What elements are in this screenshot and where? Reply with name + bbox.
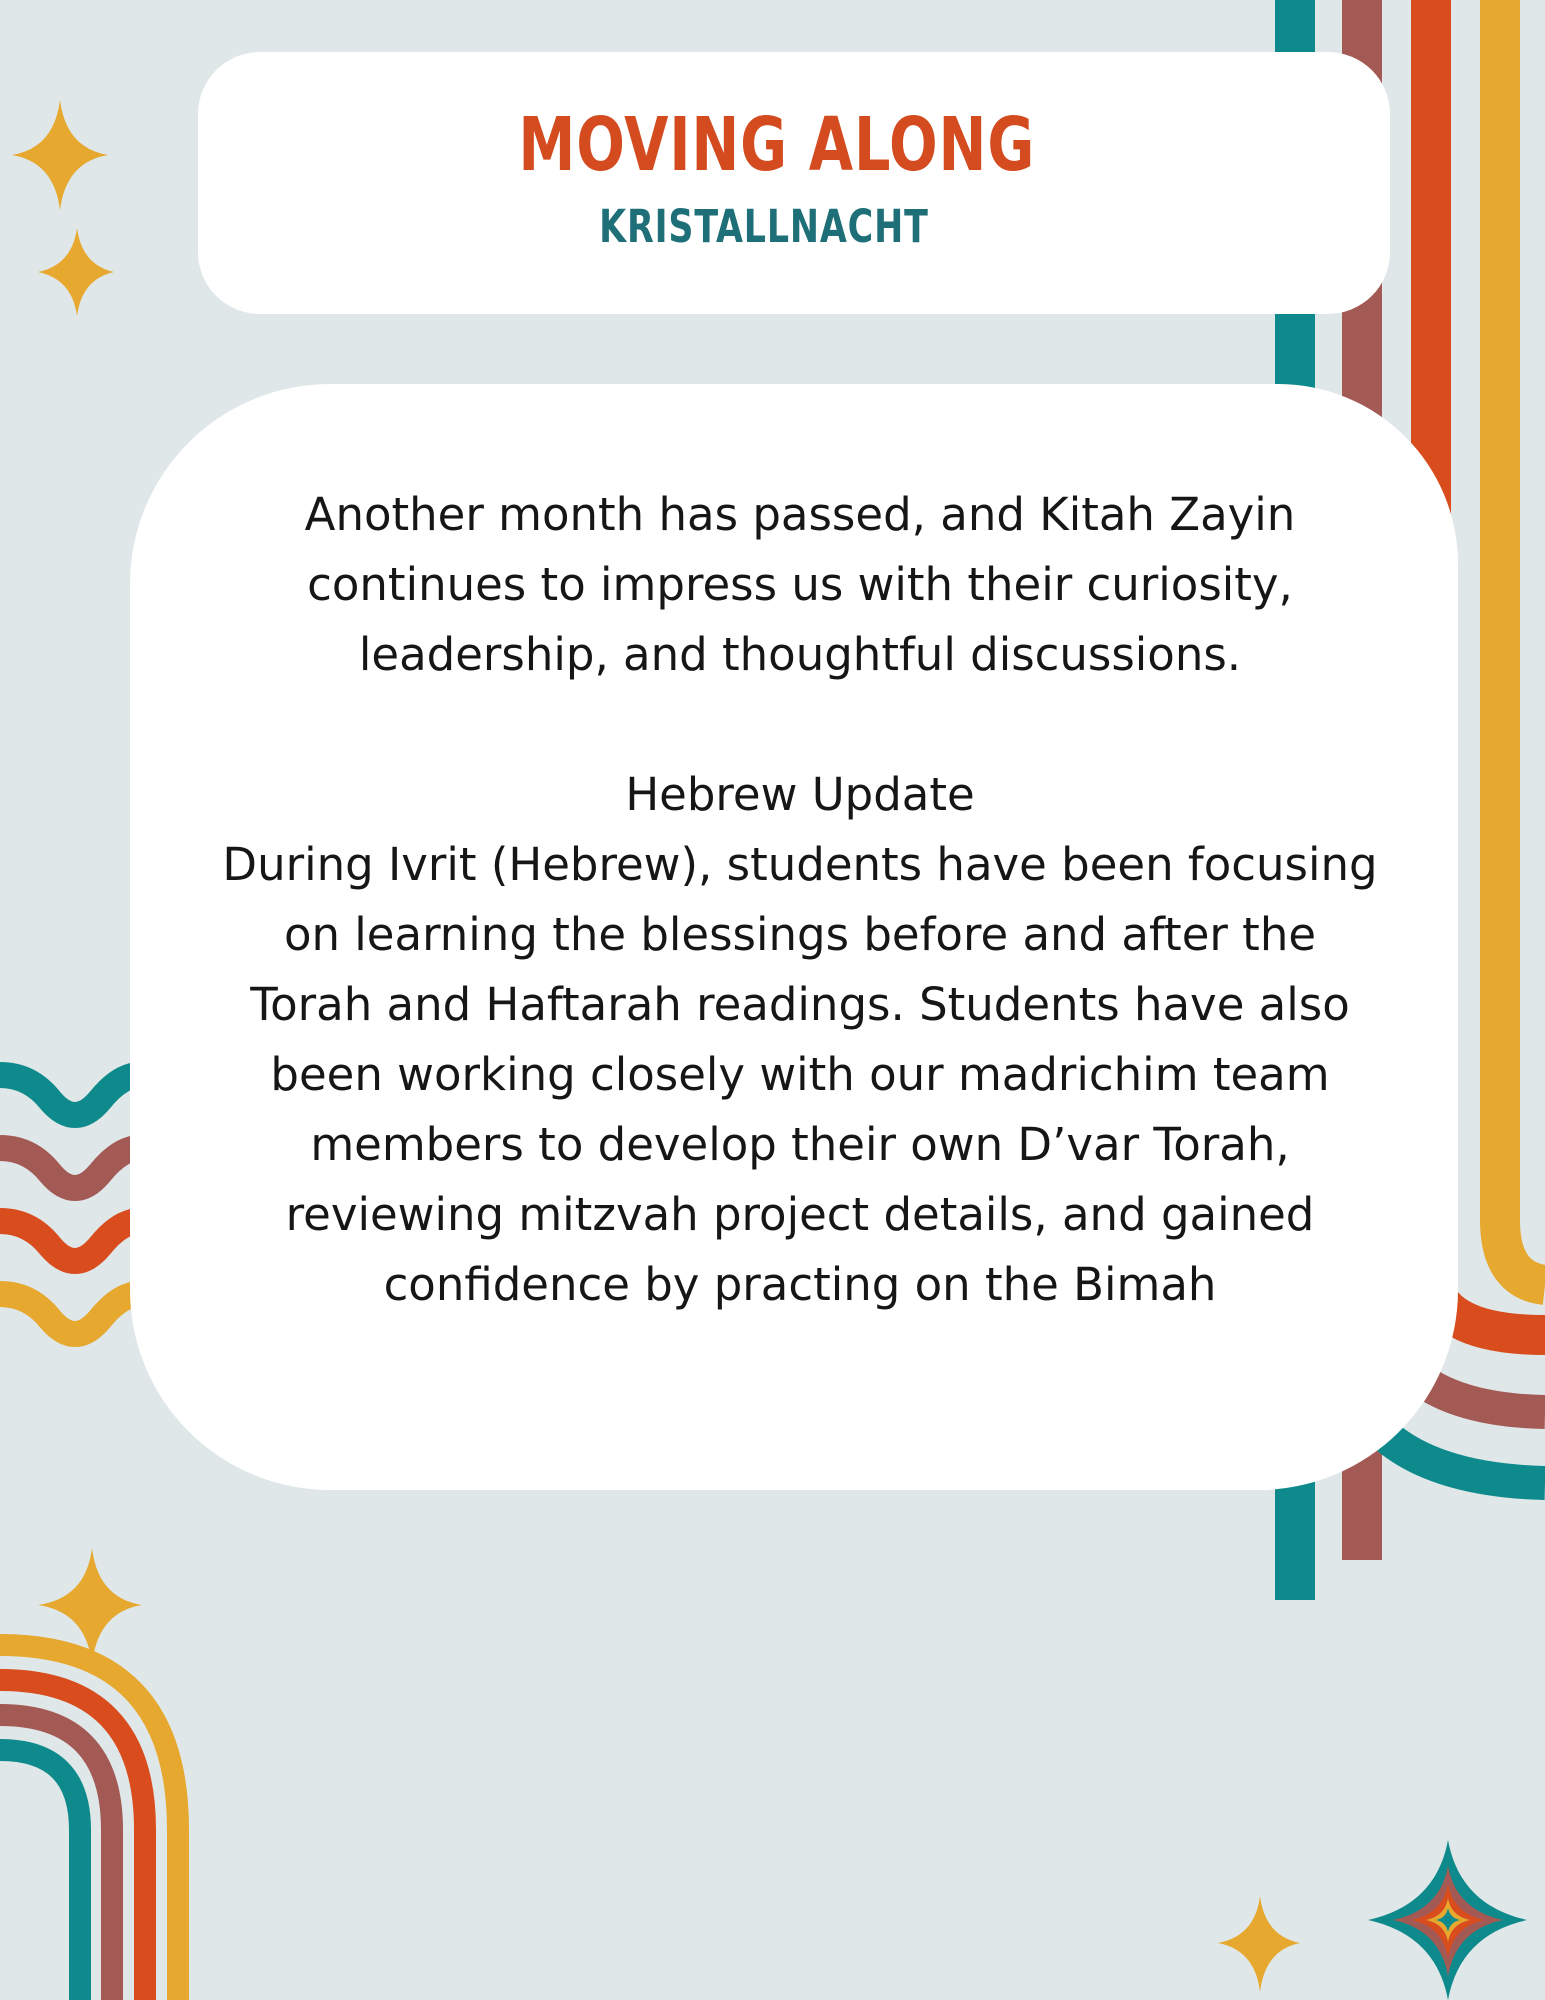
bottom-left-rainbow — [0, 1645, 178, 2000]
intro-paragraph — [170, 480, 1430, 690]
section-heading: Hebrew Update — [625, 768, 975, 821]
section-line: reviewing mitzvah project details, and gained — [285, 1188, 1315, 1241]
sparkle-icon — [12, 100, 108, 210]
hebrew-update-section — [170, 760, 1430, 1320]
multicolor-star-icon — [1368, 1840, 1527, 2000]
intro-line: Another month has passed, and Kitah Zayin — [304, 488, 1296, 541]
section-line: on learning the blessings before and after the — [283, 908, 1317, 961]
section-line: Torah and Haftarah readings. Students have also — [250, 978, 1350, 1031]
sparkle-icon — [1218, 1896, 1300, 1992]
intro-line: continues to impress us with their curiosity, — [307, 558, 1293, 611]
left-waves — [0, 1075, 140, 1334]
section-line: been working closely with our madrichim team — [270, 1048, 1330, 1101]
section-line: members to develop their own D’var Torah, — [310, 1118, 1290, 1171]
intro-line: leadership, and thoughtful discussions. — [358, 628, 1242, 681]
section-line: confidence by practing on the Bimah — [383, 1258, 1217, 1311]
sparkle-icon — [38, 228, 114, 316]
page-subtitle: KRISTALLNACHT — [599, 200, 929, 253]
section-line: During Ivrit (Hebrew), students have been focusing — [222, 838, 1378, 891]
page-title: MOVING ALONG — [518, 102, 1036, 188]
